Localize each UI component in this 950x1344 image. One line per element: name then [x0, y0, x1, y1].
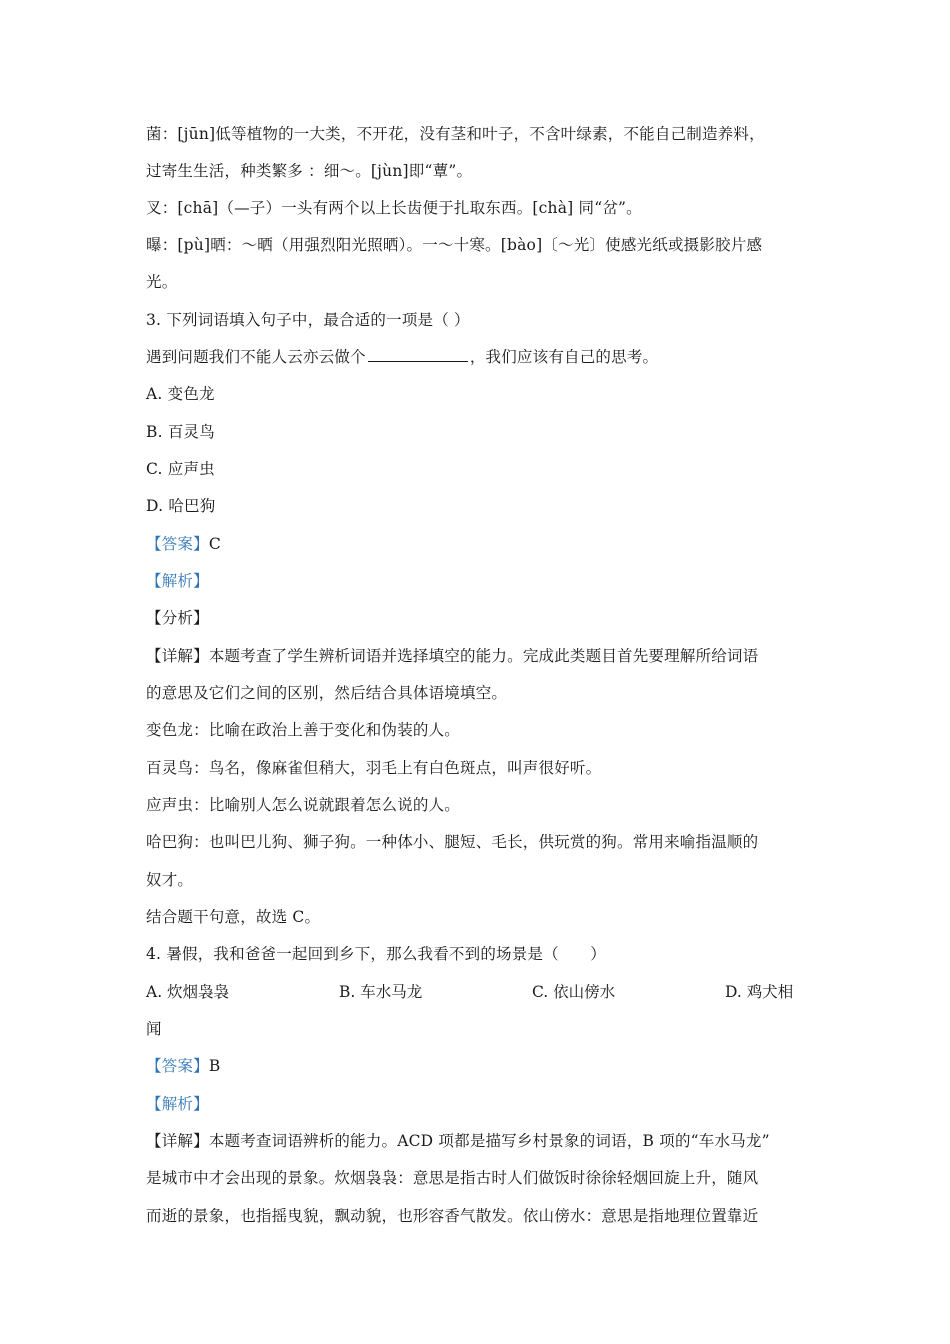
question-3-option-d: D. 哈巴狗 — [146, 497, 216, 515]
explain-habagou-line2: 奴才。 — [146, 871, 194, 889]
question-3-sentence-end: ，我们应该有自己的思考。 — [469, 348, 659, 366]
answer-value: B — [208, 1057, 221, 1075]
explain-bianselong: 变色龙：比喻在政治上善于变化和伪装的人。 — [146, 721, 461, 739]
question-3-sentence-start: 遇到问题我们不能人云亦云做个 — [146, 348, 366, 366]
answer-value: C — [208, 535, 221, 553]
analysis-tag-4: 【解析】 — [146, 1095, 209, 1113]
question-3-option-a: A. 变色龙 — [146, 385, 215, 403]
explain-yingshengchong: 应声虫：比喻别人怎么说就跟着怎么说的人。 — [146, 796, 461, 814]
detail-tag: 【详解】 — [146, 647, 209, 665]
detail-4-line2: 是城市中才会出现的景象。炊烟袅袅：意思是指古时人们做饭时徐徐轻烟回旋上升，随风 — [146, 1169, 759, 1187]
detail-4-line1 — [146, 1130, 816, 1152]
question-4-option-b: B. 车水马龙 — [339, 983, 423, 1001]
answer-tag: 【答案】 — [146, 1057, 209, 1075]
question-3-option-b: B. 百灵鸟 — [146, 423, 215, 441]
question-4-option-d: D. 鸡犬相 — [725, 983, 794, 1001]
definition-cha: 叉：[chā]（—子）一头有两个以上长齿便于扎取东西。[chà] 同“岔”。 — [146, 199, 642, 217]
answer-4 — [146, 1055, 816, 1077]
detail-text: 本题考查了学生辨析词语并选择填空的能力。完成此类题目首先要理解所给词语 — [208, 647, 759, 665]
detail-tag: 【详解】 — [146, 1132, 209, 1150]
definition-jun-line1: 菌：[jūn]低等植物的一大类，不开花，没有茎和叶子，不含叶绿素，不能自己制造养料， — [146, 125, 765, 143]
conclusion-3: 结合题干句意，故选 C。 — [146, 908, 321, 926]
question-4-option-d-wrap: 闻 — [146, 1020, 162, 1038]
analysis-tag-3: 【解析】 — [146, 572, 209, 590]
definition-pu-line1: 曝：[pù]晒：～晒（用强烈阳光照晒）。一～十寒。[bào]〔～光〕使感光纸或摄影胶片感 — [146, 236, 763, 254]
question-4-option-a: A. 炊烟袅袅 — [146, 983, 230, 1001]
fenxi-tag: 【分析】 — [146, 609, 209, 627]
question-3-stem: 3. 下列词语填入句子中，最合适的一项是（ ） — [146, 311, 470, 329]
explain-bailingniao: 百灵鸟：鸟名，像麻雀但稍大，羽毛上有白色斑点，叫声很好听。 — [146, 759, 602, 777]
detail-4-line3: 而逝的景象，也指摇曳貌，飘动貌，也形容香气散发。依山傍水：意思是指地理位置靠近 — [146, 1207, 759, 1225]
question-4-option-c: C. 依山傍水 — [532, 983, 616, 1001]
detail-3-line1 — [146, 645, 816, 667]
fill-blank — [368, 346, 468, 362]
answer-3 — [146, 533, 816, 555]
answer-tag: 【答案】 — [146, 535, 209, 553]
definition-jun-line2: 过寄生生活，种类繁多 ：细～。[jùn]即“蕈”。 — [146, 162, 473, 180]
question-3-sentence — [146, 346, 816, 368]
detail-text: 本题考查词语辨析的能力。ACD 项都是描写乡村景象的词语，B 项的“车水马龙” — [208, 1132, 770, 1150]
definition-pu-line2: 光。 — [146, 273, 178, 291]
question-3-option-c: C. 应声虫 — [146, 460, 215, 478]
explain-habagou-line1: 哈巴狗：也叫巴儿狗、狮子狗。一种体小、腿短、毛长，供玩赏的狗。常用来喻指温顺的 — [146, 833, 759, 851]
question-4-stem: 4. 暑假，我和爸爸一起回到乡下，那么我看不到的场景是（ ） — [146, 945, 606, 963]
detail-3-line2: 的意思及它们之间的区别，然后结合具体语境填空。 — [146, 684, 508, 702]
